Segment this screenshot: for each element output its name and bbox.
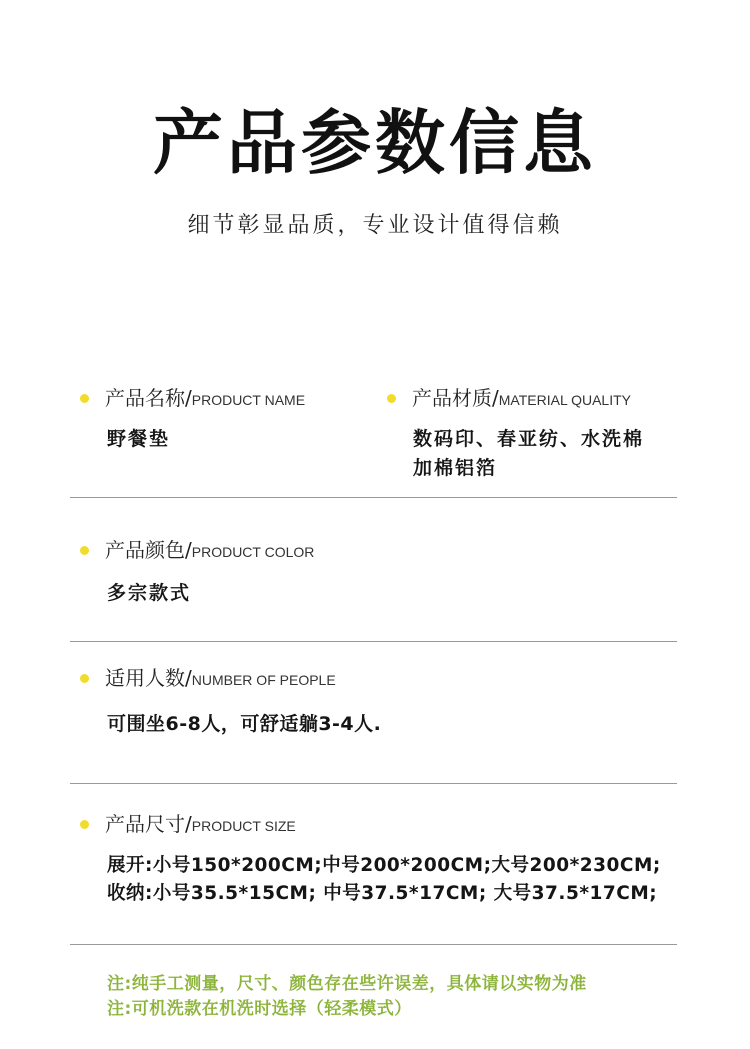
param-people-label [80, 668, 336, 688]
divider [70, 641, 677, 642]
bullet-dot-icon [80, 546, 89, 555]
label-separator: / [185, 538, 192, 562]
param-size-label-en: PRODUCT SIZE [191, 817, 296, 834]
note-washing: 注:可机洗款在机洗时选择（轻柔模式） [107, 999, 412, 1019]
page-subtitle: 细节彰显品质，专业设计值得信赖 [187, 213, 563, 238]
bullet-dot-icon [80, 820, 89, 829]
label-separator: / [185, 812, 192, 836]
param-material-label [387, 388, 631, 408]
param-size-value-line2: 收纳:小号35.5*15CM; 中号37.5*17CM; 大号37.5*17CM; [107, 883, 658, 904]
label-separator: / [185, 666, 192, 690]
divider [70, 783, 677, 784]
divider [70, 944, 677, 945]
label-separator: / [492, 386, 499, 410]
param-name-label-cn: 产品名称 [105, 386, 185, 410]
param-name-label-en: PRODUCT NAME [191, 391, 306, 408]
divider [70, 497, 677, 498]
param-name-value: 野餐垫 [107, 428, 171, 450]
param-color-label-cn: 产品颜色 [105, 538, 185, 562]
note-measurement: 注:纯手工测量，尺寸、颜色存在些许误差，具体请以实物为准 [107, 974, 587, 994]
page-title: 产品参数信息 [153, 102, 597, 184]
param-people-label-en: NUMBER OF PEOPLE [191, 671, 336, 688]
param-material-value-line2: 加棉铝箔 [413, 457, 498, 479]
bullet-dot-icon [80, 394, 89, 403]
bullet-dot-icon [80, 674, 89, 683]
param-people-value: 可围坐6-8人，可舒适躺3-4人. [107, 713, 382, 735]
bullet-dot-icon [387, 394, 396, 403]
param-size-value-line1: 展开:小号150*200CM;中号200*200CM;大号200*230CM; [107, 855, 661, 876]
param-name-label [80, 388, 305, 408]
param-material-label-en: MATERIAL QUALITY [498, 391, 631, 408]
param-people-label-cn: 适用人数 [105, 666, 185, 690]
label-separator: / [185, 386, 192, 410]
param-material-label-cn: 产品材质 [412, 386, 492, 410]
param-size-label-cn: 产品尺寸 [105, 812, 185, 836]
param-color-label-en: PRODUCT COLOR [191, 543, 315, 560]
param-color-label [80, 540, 314, 560]
param-material-value-line1: 数码印、春亚纺、水洗棉 [413, 428, 645, 450]
param-color-value: 多宗款式 [107, 582, 192, 604]
param-size-label [80, 814, 296, 834]
